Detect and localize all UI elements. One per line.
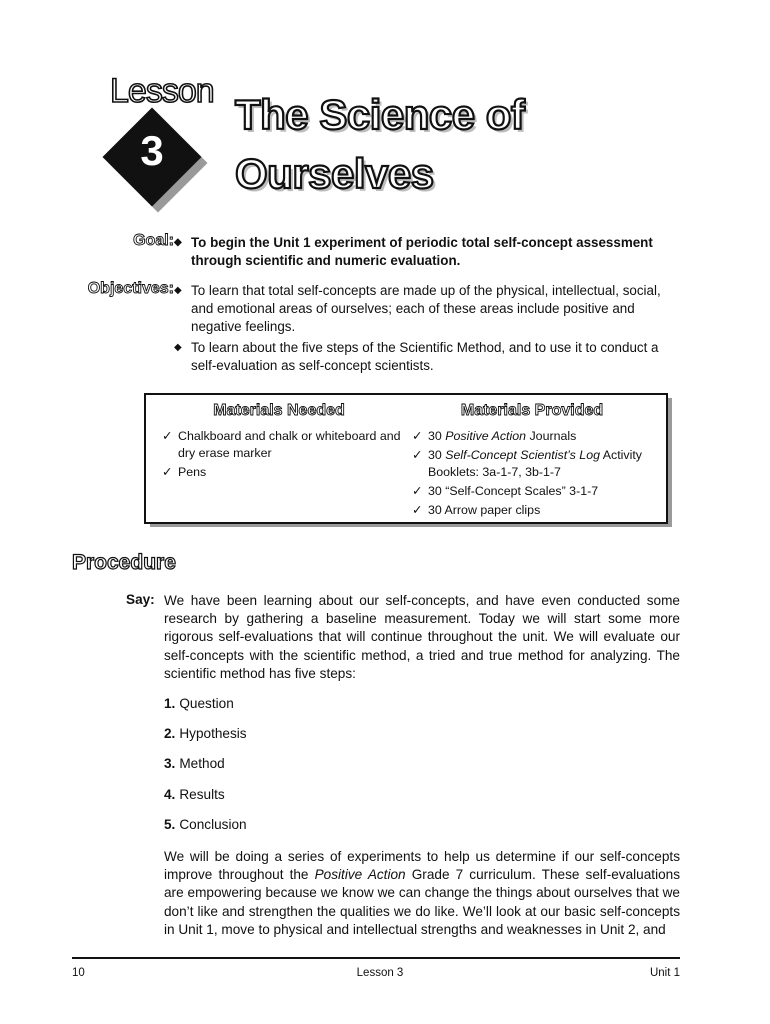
step-number: 1. (164, 696, 176, 711)
material-text: 30 “Self-Concept Scales” 3-1-7 (428, 484, 599, 498)
step-label: Results (179, 787, 225, 802)
checkmark-icon: ✓ (162, 465, 173, 479)
materials-needed-heading: Materials Needed (213, 402, 345, 419)
step-item (164, 756, 225, 771)
step-number: 3. (164, 756, 176, 771)
step-item (164, 787, 225, 802)
lesson-word: Lesson (110, 72, 214, 110)
material-text: 30 Positive Action Journals (428, 429, 577, 443)
material-text: 30 Self-Concept Scientist’s Log Activity Booklets: 3a-1-7, 3b-1-7 (428, 448, 642, 479)
lesson-title-line-1: The Science of (235, 91, 525, 138)
checkmark-icon: ✓ (412, 429, 423, 443)
materials-provided-list (412, 428, 660, 521)
goal-label: Goal: (133, 232, 174, 249)
goal-text: To begin the Unit 1 experiment of periodic total self-concept assessment through scientific and numeric evaluation. (191, 235, 653, 268)
materials-provided-heading: Materials Provided (460, 402, 604, 419)
list-item (162, 464, 402, 481)
checkmark-icon: ✓ (412, 503, 423, 517)
list-item (412, 428, 660, 445)
lesson-number-badge (103, 108, 207, 212)
step-label: Question (179, 696, 234, 711)
footer-unit: Unit 1 (649, 967, 680, 979)
material-text: Chalkboard and chalk or whiteboard and dry erase marker (178, 429, 401, 460)
step-number: 2. (164, 726, 176, 741)
step-label: Method (179, 756, 225, 771)
procedure-heading: Procedure (72, 551, 176, 574)
footer-rule (72, 957, 680, 959)
material-text: Pens (178, 465, 207, 479)
page-number: 10 (72, 967, 85, 979)
lesson-number: 3 (140, 127, 164, 174)
footer-lesson: Lesson 3 (356, 967, 404, 979)
procedure-paragraph-1: We have been learning about our self-concepts, and have even conducted some research by gathering a baseline measurement. Today we will start some more rigorous self-evaluations that will continue throughout the unit. We will evaluate our self-concepts with the scientific method, a tried and true method for analyzing. The scientific method has five steps: (164, 593, 680, 681)
lesson-title-line-2: Ourselves (235, 150, 434, 197)
step-label: Conclusion (179, 817, 247, 832)
bullet-diamond-icon: ◆ (174, 342, 182, 353)
step-item (164, 817, 247, 832)
objective-text: To learn about the five steps of the Scientific Method, and to use it to conduct a self-evaluation as self-concept scientists. (191, 340, 659, 373)
list-item (162, 428, 402, 462)
materials-needed-list (162, 428, 402, 483)
material-text: 30 Arrow paper clips (428, 503, 541, 517)
checkmark-icon: ✓ (162, 429, 173, 443)
objectives-label: Objectives: (87, 280, 174, 297)
procedure-paragraph-2: We will be doing a series of experiments to help us determine if our self-concepts improve throughout the Positive Action Grade 7 curriculum. These self-evaluations are empowering because we know we can change the things about ourselves that we don’t like and strengthen the qualities we do like. We’ll look at our basic self-concepts in Unit 1, move to physical and intellectual strengths and weaknesses in Unit 2, and (164, 849, 681, 937)
step-item (164, 726, 247, 741)
bullet-diamond-icon: ◆ (174, 237, 182, 248)
step-item (164, 696, 234, 711)
step-number: 5. (164, 817, 176, 832)
list-item (412, 447, 660, 481)
objective-text: To learn that total self-concepts are made up of the physical, intellectual, social, and emotional areas of ourselves; each of these areas include positive and negative feelings. (191, 283, 661, 334)
list-item (412, 483, 660, 500)
bullet-diamond-icon: ◆ (174, 285, 182, 296)
checkmark-icon: ✓ (412, 484, 423, 498)
list-item (412, 502, 660, 519)
say-label: Say: (126, 592, 155, 607)
step-number: 4. (164, 787, 176, 802)
step-label: Hypothesis (179, 726, 247, 741)
checkmark-icon: ✓ (412, 448, 423, 462)
